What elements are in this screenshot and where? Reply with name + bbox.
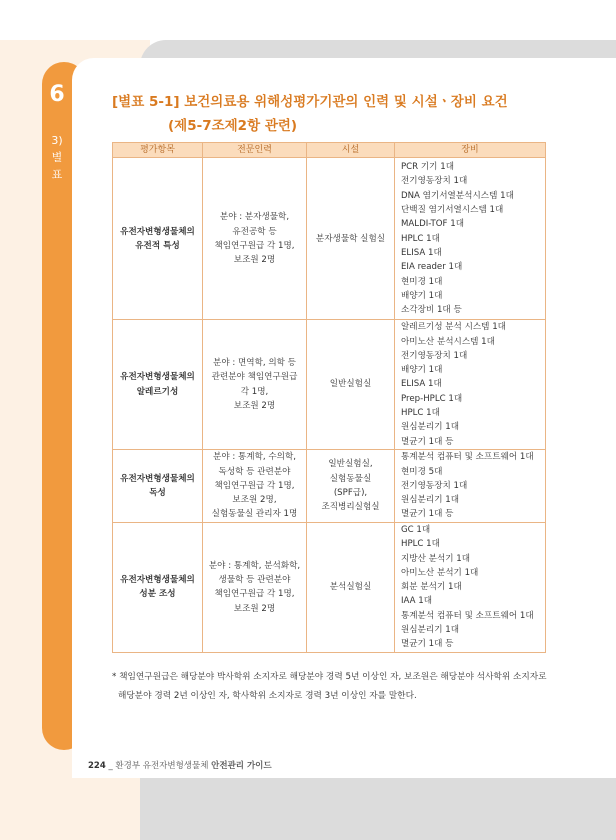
- evaluation-item-cell: [113, 522, 203, 652]
- evaluation-item-cell: [113, 158, 203, 320]
- personnel-cell: [203, 449, 307, 522]
- equipment-cell-line: 전기영동장치 1대: [401, 176, 468, 187]
- equipment-cell-line: 멸균기 1대 등: [401, 436, 454, 447]
- header-cell: 전문인력: [203, 143, 307, 158]
- equipment-cell-line: 단백질 염기서열시스템 1대: [401, 205, 504, 216]
- section-label: [42, 132, 72, 183]
- equipment-cell-line: GC 1대: [401, 524, 431, 535]
- header-cell: 시설: [307, 143, 395, 158]
- table-row: [113, 320, 546, 450]
- facility-cell-line: 일반실험실: [329, 379, 372, 390]
- chapter-number: 6: [49, 81, 65, 107]
- equipment-cell-line: Prep-HPLC 1대: [401, 393, 463, 404]
- evaluation-item-cell-line: 유전자변형생물체의: [120, 473, 195, 484]
- evaluation-item-cell-line: 유전자변형생물체의: [120, 575, 195, 585]
- personnel-cell-line: 독성학 등 관련분야: [218, 466, 291, 477]
- equipment-cell-line: MALDI-TOF 1대: [401, 219, 465, 230]
- personnel-cell-line: 생물학 등 관련분야: [218, 575, 291, 585]
- section-number: 3): [51, 134, 63, 147]
- personnel-cell-line: 분야 : 면역학, 의학 등: [213, 358, 296, 369]
- title-line-1: [별표 5-1] 보건의료용 위해성평가기관의 인력 및 시설ㆍ장비 요건: [112, 94, 508, 110]
- equipment-cell-line: 전기영동장치 1대: [401, 480, 468, 491]
- table-row: [113, 449, 546, 522]
- evaluation-item-cell-line: 유전자변형생물체의: [120, 372, 195, 383]
- evaluation-item-cell: [113, 320, 203, 450]
- personnel-cell-line: 분야 : 분자생물학,: [219, 212, 290, 223]
- evaluation-item-cell-line: 알레르기성: [136, 386, 179, 397]
- footer-separator: _: [105, 761, 116, 771]
- requirements-table: [112, 142, 546, 653]
- header-cell: 장비: [395, 143, 546, 158]
- table-row: [113, 522, 546, 652]
- equipment-cell-line: 통계분석 컴퓨터 및 소프트웨어 1대: [401, 452, 534, 463]
- personnel-cell-line: 관련분야 책임연구원급: [211, 372, 298, 383]
- facility-cell: [307, 320, 395, 450]
- equipment-cell-line: 아미노산 분석기 1대: [401, 567, 479, 578]
- personnel-cell-line: 책임연구원급 각 1명,: [214, 589, 295, 600]
- equipment-cell-line: 알레르기성 분석 시스템 1대: [401, 322, 506, 333]
- table-row: [113, 158, 546, 320]
- footnote-line-2: 해당분야 경력 2년 이상인 자, 학사학위 소지자로 경력 3년 이상인 자를 말한다.: [118, 691, 417, 701]
- table-header-row: [113, 143, 546, 158]
- footnote-line-1: * 책임연구원급은 해당분야 박사학위 소지자로 해당분야 경력 5년 이상인 자, 보조원은 해당분야 석사학위 소지자로: [112, 672, 547, 682]
- facility-cell-line: 조직병리실험실: [321, 502, 380, 513]
- personnel-cell-line: 책임연구원급 각 1명,: [214, 240, 295, 251]
- equipment-cell-line: 멸균기 1대 등: [401, 639, 454, 650]
- page-footer: [88, 759, 272, 771]
- equipment-cell-line: EIA reader 1대: [401, 262, 463, 273]
- personnel-cell-line: 분야 : 통계학, 분석화학,: [208, 560, 301, 571]
- personnel-cell: [203, 158, 307, 320]
- title-line-2: (제5-7조제2항 관련): [168, 118, 298, 134]
- evaluation-item-cell: [113, 449, 203, 522]
- header-cell: 평가항목: [113, 143, 203, 158]
- evaluation-item-cell-line: 유전자변형생물체의: [120, 226, 195, 237]
- section-char: 별: [51, 151, 63, 164]
- facility-cell-line: 분석실험실: [329, 582, 372, 593]
- evaluation-item-cell-line: 유전적 특성: [135, 240, 180, 251]
- facility-cell-line: 일반실험실,: [328, 459, 373, 470]
- personnel-cell-line: 유전공학 등: [232, 226, 277, 237]
- equipment-cell-line: 소각장비 1대 등: [401, 305, 462, 316]
- equipment-cell-line: 배양기 1대: [401, 290, 443, 301]
- facility-cell-line: 실험동물실: [329, 473, 372, 484]
- footer-publisher: 환경부 유전자변형생물체: [115, 761, 212, 771]
- equipment-cell-line: IAA 1대: [401, 596, 433, 607]
- equipment-cell-line: 원심분리기 1대: [401, 495, 460, 506]
- equipment-cell-line: 회분 분석기 1대: [401, 582, 462, 593]
- equipment-cell-line: 원심분리기 1대: [401, 422, 460, 433]
- facility-cell-line: 분자생물학 실험실: [315, 233, 386, 244]
- personnel-cell-line: 보조원 2명: [233, 255, 276, 266]
- personnel-cell-line: 분야 : 통계학, 수의학,: [213, 452, 296, 463]
- facility-cell: [307, 449, 395, 522]
- equipment-cell-line: 아미노산 분석시스템 1대: [401, 336, 495, 347]
- equipment-cell-line: ELISA 1대: [401, 379, 442, 390]
- personnel-cell-line: 실험동물실 관리자 1명: [211, 509, 298, 520]
- equipment-cell-line: 배양기 1대: [401, 365, 443, 376]
- equipment-cell-line: HPLC 1대: [401, 233, 440, 244]
- equipment-cell-line: 지방산 분석기 1대: [401, 553, 471, 564]
- equipment-cell-line: 현미경 5대: [401, 466, 443, 477]
- personnel-cell-line: 보조원 2명,: [232, 495, 277, 506]
- equipment-cell-line: 통계분석 컴퓨터 및 소프트웨어 1대: [401, 610, 534, 621]
- section-char: 표: [51, 168, 63, 181]
- equipment-cell: [395, 522, 546, 652]
- equipment-cell-line: 원심분리기 1대: [401, 625, 460, 636]
- page-title: [112, 90, 582, 138]
- evaluation-item-cell-line: 독성: [149, 487, 166, 498]
- footer-guide-title: 안전관리 가이드: [211, 761, 272, 771]
- equipment-cell-line: ELISA 1대: [401, 247, 442, 258]
- equipment-cell-line: HPLC 1대: [401, 539, 440, 550]
- equipment-cell: [395, 449, 546, 522]
- facility-cell: [307, 158, 395, 320]
- equipment-cell-line: 멸균기 1대 등: [401, 509, 454, 520]
- facility-cell: [307, 522, 395, 652]
- personnel-cell: [203, 522, 307, 652]
- personnel-cell-line: 보조원 2명: [233, 603, 276, 614]
- equipment-cell: [395, 320, 546, 450]
- evaluation-item-cell-line: 성분 조성: [139, 589, 176, 600]
- equipment-cell-line: DNA 염기서열분석시스템 1대: [401, 190, 514, 201]
- equipment-cell-line: HPLC 1대: [401, 408, 440, 419]
- personnel-cell: [203, 320, 307, 450]
- equipment-cell-line: PCR 기기 1대: [401, 162, 454, 173]
- facility-cell-line: (SPF급),: [333, 487, 368, 498]
- page-number: 224: [88, 761, 106, 771]
- equipment-cell: [395, 158, 546, 320]
- personnel-cell-line: 보조원 2명: [233, 400, 276, 411]
- personnel-cell-line: 책임연구원급 각 1명,: [214, 480, 295, 491]
- equipment-cell-line: 현미경 1대: [401, 276, 443, 287]
- footnote: [112, 668, 552, 706]
- personnel-cell-line: 각 1명,: [240, 386, 269, 397]
- equipment-cell-line: 전기영동장치 1대: [401, 350, 468, 361]
